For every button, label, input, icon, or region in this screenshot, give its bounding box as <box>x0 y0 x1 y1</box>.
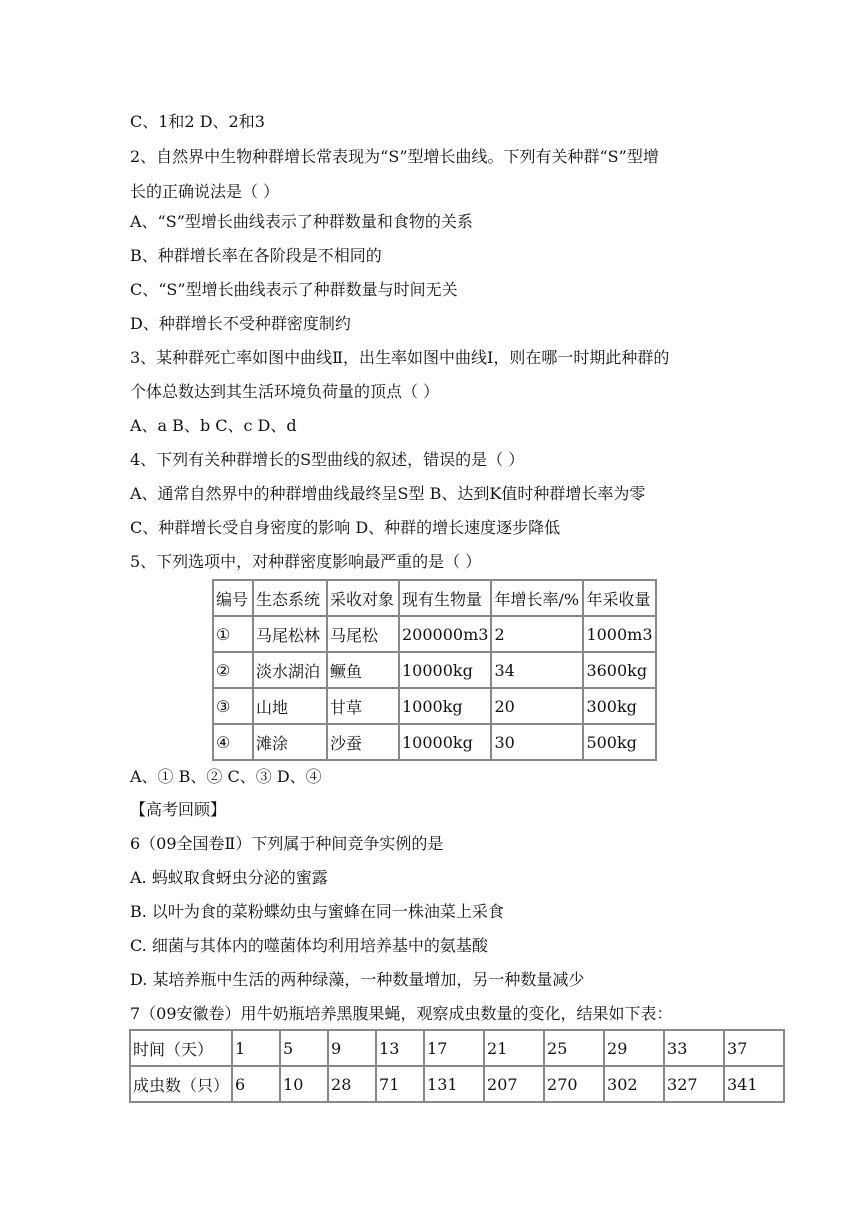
table-cell: 13 <box>376 1030 424 1066</box>
table-cell: 21 <box>484 1030 544 1066</box>
table-row <box>213 724 656 760</box>
table-cell: ① <box>213 616 253 652</box>
section-heading: 【高考回顾】 <box>130 800 227 819</box>
table-cell: 马尾松 <box>327 616 399 652</box>
question-6-option-a: A. 蚂蚁取食蚜虫分泌的蜜露 <box>130 868 328 887</box>
table-row <box>213 652 656 688</box>
question-3-stem: 3、某种群死亡率如图中曲线Ⅱ，出生率如图中曲线Ⅰ，则在哪一时期此种群的 <box>130 348 670 367</box>
table-cell: 71 <box>376 1066 424 1102</box>
table-cell: 1000m3 <box>583 616 655 652</box>
table-cell: 207 <box>484 1066 544 1102</box>
table-cell: 10000kg <box>399 724 491 760</box>
question-5-options: A、① B、② C、③ D、④ <box>130 767 322 786</box>
table-cell: 341 <box>724 1066 784 1102</box>
question-6-option-d: D. 某培养瓶中生活的两种绿藻，一种数量增加，另一种数量减少 <box>130 970 585 989</box>
table-row <box>130 1030 784 1066</box>
table-cell: 20 <box>491 688 583 724</box>
table-cell: 时间（天） <box>130 1030 232 1066</box>
table-cell: ④ <box>213 724 253 760</box>
question-2-stem-cont: 长的正确说法是（ ） <box>130 182 280 201</box>
table-cell: 3600kg <box>583 652 655 688</box>
table-row <box>213 688 656 724</box>
question-6-stem: 6（09全国卷Ⅱ）下列属于种间竞争实例的是 <box>130 834 444 853</box>
table-cell: 5 <box>280 1030 328 1066</box>
table-cell: 34 <box>491 652 583 688</box>
table-cell: 17 <box>424 1030 484 1066</box>
table-cell: 2 <box>491 616 583 652</box>
table-cell: 327 <box>664 1066 724 1102</box>
table-cell: 200000m3 <box>399 616 491 652</box>
table-cell: 28 <box>328 1066 376 1102</box>
table-header-cell: 采收对象 <box>327 580 399 616</box>
question-7-stem: 7（09安徽卷）用牛奶瓶培养黑腹果蝇，观察成虫数量的变化，结果如下表： <box>130 1004 673 1023</box>
table-cell: 270 <box>544 1066 604 1102</box>
fruitfly-table <box>129 1029 785 1103</box>
question-4-stem: 4、下列有关种群增长的S型曲线的叙述，错误的是（ ） <box>130 450 525 469</box>
table-cell: 10 <box>280 1066 328 1102</box>
table-cell: 鳜鱼 <box>327 652 399 688</box>
table-cell: ② <box>213 652 253 688</box>
table-cell: 6 <box>232 1066 280 1102</box>
table-header-row <box>213 580 656 616</box>
table-cell: 37 <box>724 1030 784 1066</box>
table-cell: 30 <box>491 724 583 760</box>
table-cell: 29 <box>604 1030 664 1066</box>
question-6-option-b: B. 以叶为食的菜粉蝶幼虫与蜜蜂在同一株油菜上采食 <box>130 902 504 921</box>
table-cell: 甘草 <box>327 688 399 724</box>
question-3-stem-cont: 个体总数达到其生活环境负荷量的顶点（ ） <box>130 382 440 401</box>
ecosystem-table <box>212 579 657 761</box>
table-row <box>130 1066 784 1102</box>
table-header-cell: 年增长率/% <box>491 580 583 616</box>
table-cell: 10000kg <box>399 652 491 688</box>
table-cell: 9 <box>328 1030 376 1066</box>
question-4-options-cd: C、种群增长受自身密度的影响 D、种群的增长速度逐步降低 <box>130 518 561 537</box>
table-header-cell: 编号 <box>213 580 253 616</box>
table-row <box>213 616 656 652</box>
table-cell: 302 <box>604 1066 664 1102</box>
table-cell: 沙蚕 <box>327 724 399 760</box>
question-4-options-ab: A、通常自然界中的种群增曲线最终呈S型 B、达到K值时种群增长率为零 <box>130 484 646 503</box>
table-cell: 淡水湖泊 <box>253 652 327 688</box>
table-header-cell: 现有生物量 <box>399 580 491 616</box>
option-d: D、种群增长不受种群密度制约 <box>130 314 351 333</box>
text-line: C、1和2 D、2和3 <box>130 112 265 131</box>
table-cell: 滩涂 <box>253 724 327 760</box>
question-3-options: A、a B、b C、c D、d <box>130 416 297 435</box>
table-cell: 成虫数（只） <box>130 1066 232 1102</box>
table-cell: 山地 <box>253 688 327 724</box>
question-5-stem: 5、下列选项中，对种群密度影响最严重的是（ ） <box>130 552 482 571</box>
table-header-cell: 生态系统 <box>253 580 327 616</box>
question-6-option-c: C. 细菌与其体内的噬菌体均利用培养基中的氨基酸 <box>130 936 488 955</box>
table-cell: ③ <box>213 688 253 724</box>
table-cell: 1000kg <box>399 688 491 724</box>
table-cell: 25 <box>544 1030 604 1066</box>
table-cell: 300kg <box>583 688 655 724</box>
question-2-stem: 2、自然界中生物种群增长常表现为“S”型增长曲线。下列有关种群“S”型增 <box>130 147 659 166</box>
table-cell: 1 <box>232 1030 280 1066</box>
option-b: B、种群增长率在各阶段是不相同的 <box>130 246 382 265</box>
table-cell: 马尾松林 <box>253 616 327 652</box>
option-a: A、“S”型增长曲线表示了种群数量和食物的关系 <box>130 212 473 231</box>
table-cell: 131 <box>424 1066 484 1102</box>
table-cell: 500kg <box>583 724 655 760</box>
option-c: C、“S”型增长曲线表示了种群数量与时间无关 <box>130 280 458 299</box>
table-header-cell: 年采收量 <box>583 580 655 616</box>
table-cell: 33 <box>664 1030 724 1066</box>
